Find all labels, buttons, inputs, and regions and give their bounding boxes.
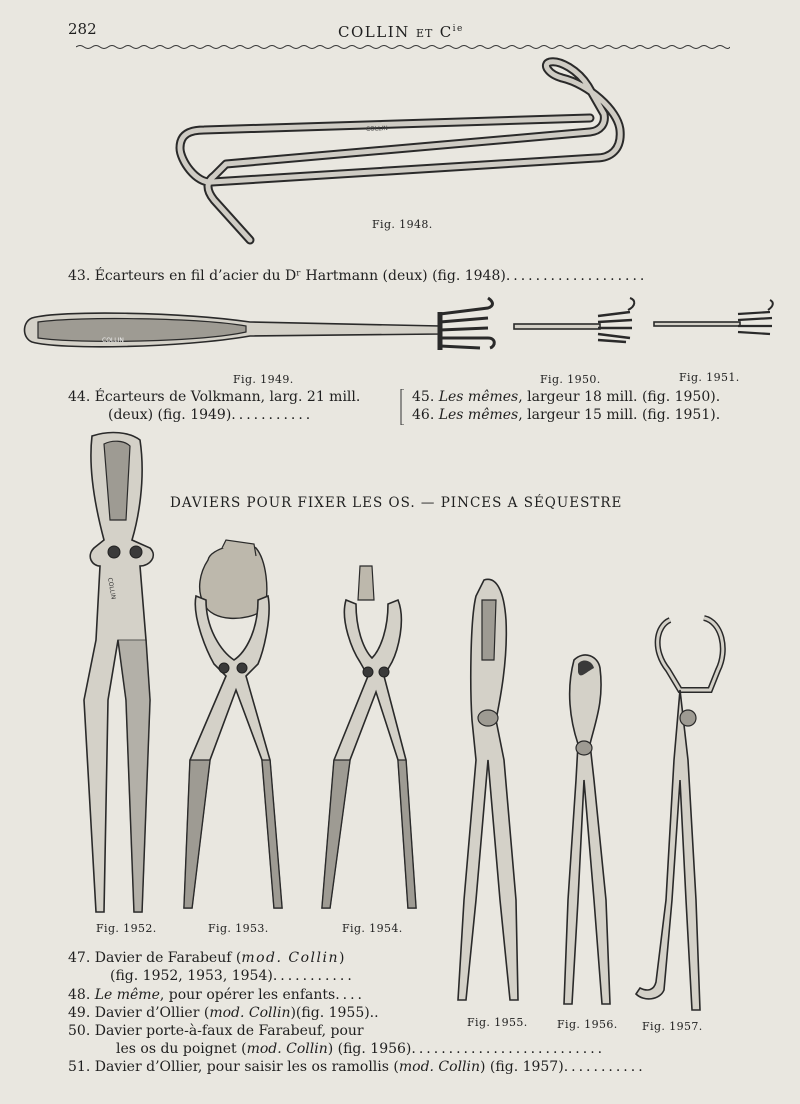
volkmann-retractor-medium xyxy=(514,298,634,342)
item-43-leader: ................... xyxy=(505,268,648,284)
item-47-post: ) xyxy=(338,950,345,966)
catalog-item-47-line2 xyxy=(110,968,355,984)
item-49-leader: . xyxy=(374,1005,382,1021)
item-51-pre: 51. Davier d’Ollier, pour saisir les os ramollis ( xyxy=(68,1059,399,1075)
caption-fig-1949: Fig. 1949. xyxy=(233,373,294,386)
item-50-leader: .......................... xyxy=(411,1041,606,1057)
section-heading: DAVIERS POUR FIXER LES OS. — PINCES A SÉQUESTRE xyxy=(170,495,623,511)
forceps-engraving: COLLIN xyxy=(106,577,117,600)
item-50-pre: les os du poignet ( xyxy=(116,1041,247,1057)
caption-fig-1953: Fig. 1953. xyxy=(208,922,269,935)
item-47-emphasis: mod. Collin xyxy=(241,950,339,966)
catalog-item-45 xyxy=(412,389,720,405)
catalog-item-44-line1: 44. Écarteurs de Volkmann, larg. 21 mill. xyxy=(68,389,361,405)
item-48-leader: .... xyxy=(335,987,365,1003)
retractor-engraving: COLLIN xyxy=(102,337,124,344)
catalog-item-43 xyxy=(68,268,647,284)
item-51-post: ) (fig. 1957) xyxy=(480,1059,564,1075)
item-47-pre: 47. Davier de Farabeuf ( xyxy=(68,950,242,966)
hartmann-wire-retractor xyxy=(180,62,620,240)
item-47-figs: (fig. 1952, 1953, 1954) xyxy=(110,968,273,984)
item-45-number: 45. xyxy=(412,389,439,405)
running-head-name: COLLIN xyxy=(338,23,410,41)
items-45-46-bracket xyxy=(399,389,405,425)
ollier-forceps xyxy=(458,579,518,1000)
caption-fig-1948: Fig. 1948. xyxy=(372,218,433,231)
catalog-item-46 xyxy=(412,407,720,423)
item-49-pre: 49. Davier d’Ollier ( xyxy=(68,1005,210,1021)
page-number: 282 xyxy=(68,20,97,38)
hook-engraving: COLLIN xyxy=(365,124,388,133)
caption-fig-1955: Fig. 1955. xyxy=(467,1016,528,1029)
item-44-leader: ........... xyxy=(231,407,314,423)
item-49-emphasis: mod. Collin xyxy=(209,1005,291,1021)
item-48-emphasis: Le même xyxy=(94,987,160,1003)
item-48-number: 48. xyxy=(68,987,95,1003)
catalog-item-48 xyxy=(68,987,365,1003)
ollier-softbone-forceps xyxy=(636,618,723,1010)
caption-fig-1954: Fig. 1954. xyxy=(342,922,403,935)
item-44-text: (deux) (fig. 1949) xyxy=(108,407,232,423)
item-51-leader: ........... xyxy=(563,1059,646,1075)
item-46-emphasis: Les mêmes xyxy=(438,407,519,423)
item-45-emphasis: Les mêmes xyxy=(438,389,519,405)
volkmann-retractor-small xyxy=(654,300,773,334)
caption-fig-1950: Fig. 1950. xyxy=(540,373,601,386)
item-51-emphasis: mod. Collin xyxy=(398,1059,481,1075)
item-47-leader: ........... xyxy=(272,968,355,984)
catalog-item-50-line1: 50. Davier porte-à-faux de Farabeuf, pour xyxy=(68,1023,364,1039)
item-46-number: 46. xyxy=(412,407,439,423)
caption-fig-1957: Fig. 1957. xyxy=(642,1020,703,1033)
caption-fig-1956: Fig. 1956. xyxy=(557,1018,618,1031)
caption-fig-1951: Fig. 1951. xyxy=(679,371,740,384)
catalog-item-44-line2 xyxy=(108,407,313,423)
volkmann-retractor-large xyxy=(25,298,495,350)
item-43-text: 43. Écarteurs en fil d’acier du Dʳ Hartmann (deux) (fig. 1948) xyxy=(68,268,506,284)
item-50-post: ) (fig. 1956) xyxy=(327,1041,412,1057)
item-46-rest: , largeur 15 mill. (fig. 1951). xyxy=(518,407,721,423)
item-45-rest: , largeur 18 mill. (fig. 1950). xyxy=(518,389,721,405)
catalog-item-51 xyxy=(68,1059,646,1075)
catalog-item-47-line1 xyxy=(68,950,344,966)
farabeuf-forceps-with-bone xyxy=(184,540,282,908)
item-49-post: )(fig. 1955). xyxy=(290,1005,375,1021)
running-head-c: C xyxy=(439,23,453,41)
farabeuf-wrist-forceps xyxy=(564,655,610,1004)
caption-fig-1952: Fig. 1952. xyxy=(96,922,157,935)
catalog-item-49 xyxy=(68,1005,382,1021)
item-50-emphasis: mod. Collin xyxy=(246,1041,328,1057)
running-head-et: ET xyxy=(416,27,434,40)
farabeuf-forceps-small xyxy=(322,566,416,908)
item-48-rest: , pour opérer les enfants xyxy=(159,987,336,1003)
farabeuf-forceps-large xyxy=(84,433,153,912)
running-head-sup: ie xyxy=(452,24,464,34)
catalog-item-50-line2 xyxy=(116,1041,605,1057)
